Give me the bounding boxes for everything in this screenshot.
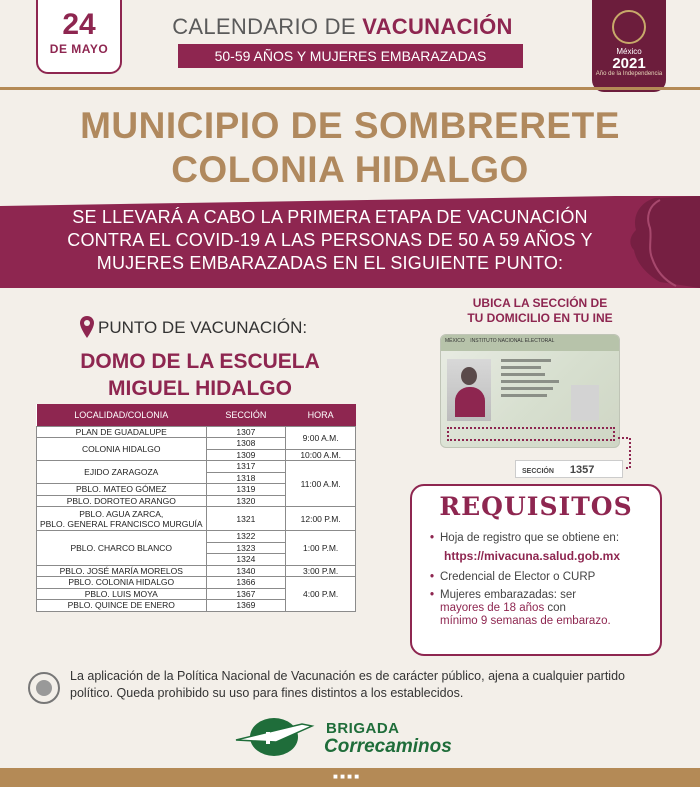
cell-seccion: 1366 — [206, 577, 286, 589]
requirement-text: con — [544, 602, 566, 614]
table-row — [37, 461, 356, 473]
calendar-title-pre: CALENDARIO DE — [172, 14, 363, 39]
cell-localidad: PBLO. QUINCE DE ENERO — [37, 600, 207, 612]
location-line-2: COLONIA HIDALGO — [171, 149, 529, 190]
col-header-seccion: SECCIÓN — [206, 404, 286, 426]
ine-card-image — [440, 334, 620, 448]
registration-link[interactable]: https://mivacuna.salud.gob.mx — [444, 549, 621, 563]
table-row — [37, 507, 356, 531]
cell-localidad: PBLO. COLONIA HIDALGO — [37, 577, 207, 589]
date-badge — [36, 0, 122, 74]
cell-seccion: 1321 — [206, 507, 286, 531]
cell-localidad: PBLO. MATEO GÓMEZ — [37, 484, 207, 496]
cell-seccion: 1322 — [206, 531, 286, 543]
logo-sub: Año de la Independencia — [595, 71, 663, 77]
brigada-logo-icon — [232, 716, 316, 758]
social-icons — [333, 772, 359, 781]
correcaminos-title: Correcaminos — [324, 736, 452, 757]
ine-line — [501, 387, 553, 390]
ine-line — [501, 394, 547, 397]
cell-hora: 9:00 A.M. — [286, 426, 356, 449]
seccion-callout — [515, 460, 623, 478]
cell-localidad-line-1: PBLO. AGUA ZARCA, — [79, 508, 164, 519]
cell-seccion: 1320 — [206, 495, 286, 507]
ine-card-title: INSTITUTO NACIONAL ELECTORAL — [470, 338, 555, 344]
ine-section-highlight — [447, 427, 615, 441]
ine-ghost-photo — [571, 385, 599, 421]
seal-eagle-icon — [36, 680, 52, 696]
punto-place-line-1: DOMO DE LA ESCUELA — [80, 350, 320, 373]
calendar-title-bold: VACUNACIÓN — [362, 14, 513, 39]
seccion-callout-label: SECCIÓN — [522, 468, 554, 475]
twitter-icon[interactable]: ■ — [340, 772, 345, 781]
cell-localidad: PLAN DE GUADALUPE — [37, 426, 207, 438]
requirements-list — [430, 532, 654, 633]
schedule-table — [36, 404, 356, 612]
seccion-callout-value: 1357 — [569, 464, 595, 476]
table-row — [37, 577, 356, 589]
col-header-hora: HORA — [286, 404, 356, 426]
requirement-highlight: mayores de 18 años — [440, 602, 545, 614]
eagle-emblem-icon — [612, 10, 646, 44]
cell-seccion: 1319 — [206, 484, 286, 496]
requirement-highlight: mínimo 9 semanas de embarazo. — [440, 615, 611, 627]
brigada-title: BRIGADA — [326, 720, 400, 737]
cell-hora: 4:00 P.M. — [286, 577, 356, 612]
cell-seccion: 1318 — [206, 472, 286, 484]
facebook-icon[interactable]: ■ — [333, 772, 338, 781]
table-row — [37, 565, 356, 577]
ine-instructions — [440, 296, 640, 326]
youtube-icon[interactable]: ■ — [354, 772, 360, 781]
cell-seccion: 1317 — [206, 461, 286, 473]
location-line-1: MUNICIPIO DE SOMBRERETE — [80, 105, 620, 146]
person-body-icon — [455, 387, 485, 417]
ine-line — [501, 366, 541, 369]
cell-localidad-line-2: PBLO. GENERAL FRANCISCO MURGUÍA — [39, 518, 203, 529]
cell-hora: 1:00 P.M. — [286, 531, 356, 566]
date-month: DE MAYO — [49, 42, 109, 56]
requirement-item — [430, 589, 654, 628]
ine-card-header — [441, 335, 620, 351]
cell-hora: 12:00 P.M. — [286, 507, 356, 531]
requirement-item: • Credencial de Elector o CURP — [430, 571, 654, 584]
cell-seccion: 1307 — [206, 426, 286, 438]
cell-seccion: 1369 — [206, 600, 286, 612]
location-title — [0, 104, 700, 192]
cell-seccion: 1367 — [206, 588, 286, 600]
table-header-row — [37, 404, 356, 426]
punto-place — [40, 348, 360, 402]
requirement-item: • Hoja de registro que se obtiene en: — [430, 532, 654, 545]
legal-disclaimer: La aplicación de la Política Nacional de Vacunación es de carácter público, ajena a cualquier partido político. Queda prohibido su uso para fines distintos a los establecidos. — [70, 669, 625, 700]
ine-instructions-line-1: UBICA LA SECCIÓN DE — [472, 296, 608, 310]
calendar-title — [160, 14, 525, 40]
requirement-text: Mujeres embarazadas: ser — [440, 589, 577, 601]
cell-seccion: 1324 — [206, 554, 286, 566]
punto-label: PUNTO DE VACUNACIÓN: — [98, 318, 308, 337]
banner-text: SE LLEVARÁ A CABO LA PRIMERA ETAPA DE VACUNACIÓN CONTRA EL COVID-19 A LAS PERSONAS DE 50 A 59 AÑOS Y MUJERES EMBARAZADAS EN EL SIGUIENTE PUNTO: — [67, 207, 593, 273]
requirements-title: REQUISITOS — [439, 492, 633, 521]
cell-hora: 3:00 P.M. — [286, 565, 356, 577]
cell-seccion: 1323 — [206, 542, 286, 554]
cell-localidad: COLONIA HIDALGO — [37, 438, 207, 461]
punto-place-line-2: MIGUEL HIDALGO — [108, 377, 292, 400]
ine-photo — [447, 359, 491, 421]
cell-localidad — [37, 507, 207, 531]
cell-localidad: EJIDO ZARAGOZA — [37, 461, 207, 484]
table-row — [37, 531, 356, 543]
ine-line — [501, 380, 559, 383]
cell-localidad: PBLO. LUIS MOYA — [37, 588, 207, 600]
location-pin-icon — [80, 316, 94, 338]
person-head-icon — [461, 367, 477, 385]
col-header-localidad: LOCALIDAD/COLONIA — [37, 404, 207, 426]
cell-localidad: PBLO. JOSÉ MARÍA MORELOS — [37, 565, 207, 577]
logo-text: México — [616, 47, 642, 56]
ine-instructions-line-2: TU DOMICILIO EN TU INE — [467, 311, 613, 325]
cell-seccion: 1340 — [206, 565, 286, 577]
date-day: 24 — [62, 8, 96, 41]
cell-seccion: 1308 — [206, 438, 286, 450]
cell-hora: 11:00 A.M. — [286, 461, 356, 507]
mexico-2021-logo — [592, 0, 666, 92]
logo-year: 2021 — [612, 55, 646, 72]
header-divider — [0, 87, 700, 90]
calendar-subtitle: 50-59 AÑOS Y MUJERES EMBARAZADAS — [178, 44, 523, 68]
instagram-icon[interactable]: ■ — [347, 772, 352, 781]
ine-line — [501, 373, 545, 376]
ine-text-lines — [501, 359, 561, 401]
cell-localidad: PBLO. CHARCO BLANCO — [37, 531, 207, 566]
ine-line — [501, 359, 551, 362]
cell-localidad: PBLO. DOROTEO ARANGO — [37, 495, 207, 507]
cell-seccion: 1309 — [206, 449, 286, 461]
cell-hora: 10:00 A.M. — [286, 449, 356, 461]
table-row — [37, 426, 356, 438]
ine-card-country: MÉXICO — [445, 338, 465, 344]
